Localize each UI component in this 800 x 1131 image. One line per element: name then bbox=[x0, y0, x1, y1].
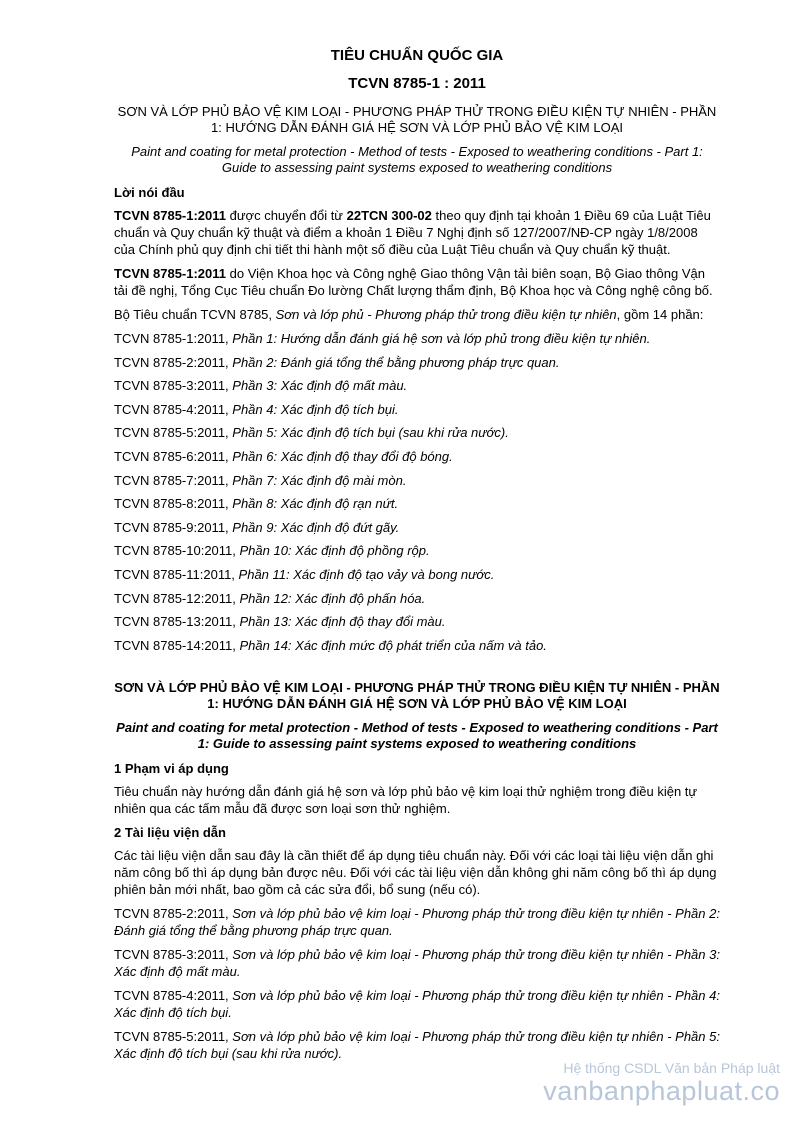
list-item bbox=[114, 354, 720, 371]
series-title: Sơn và lớp phủ - Phương pháp thử trong điều kiện tự nhiên bbox=[275, 307, 617, 322]
ref-code: TCVN 8785-2:2011, bbox=[114, 905, 233, 921]
list-item bbox=[114, 448, 720, 465]
document-page bbox=[114, 46, 720, 1069]
references-heading: 2 Tài liệu viện dẫn bbox=[114, 824, 226, 840]
parts-list bbox=[114, 330, 720, 654]
references-list bbox=[114, 905, 720, 1062]
part-title: Phần 12: Xác định độ phấn hóa. bbox=[239, 590, 426, 606]
part-title: Phần 2: Đánh giá tổng thể bằng phương pháp trực quan. bbox=[232, 354, 560, 370]
part-code: TCVN 8785-10:2011, bbox=[114, 543, 240, 559]
part-title: Phần 6: Xác định độ thay đổi độ bóng. bbox=[232, 448, 453, 464]
part-code: TCVN 8785-13:2011, bbox=[114, 614, 240, 630]
part-code: TCVN 8785-3:2011, bbox=[114, 378, 233, 394]
part-code: TCVN 8785-14:2011, bbox=[114, 637, 240, 653]
foreword-paragraph-2 bbox=[114, 265, 720, 299]
foreword-heading: Lời nói đầu bbox=[114, 185, 185, 200]
list-item bbox=[114, 987, 720, 1021]
list-item bbox=[114, 424, 720, 441]
list-item bbox=[114, 905, 720, 939]
list-item bbox=[114, 590, 720, 607]
doc-code: TCVN 8785-1 : 2011 bbox=[348, 75, 486, 92]
part-title: Phần 13: Xác định độ thay đổi màu. bbox=[239, 614, 446, 630]
doc-title-vi: SƠN VÀ LỚP PHỦ BẢO VỆ KIM LOẠI - PHƯƠNG PHÁP THỬ TRONG ĐIỀU KIỆN TỰ NHIÊN - PHẦN 1: HƯỚNG DẪN ĐÁNH GIÁ HỆ SƠN VÀ LỚP PHỦ BẢO VỆ KIM LOẠI bbox=[117, 104, 717, 135]
ref-title: Sơn và lớp phủ bảo vệ kim loại - Phương pháp thử trong điều kiện tự nhiên - Phần 3: Xác định độ mất màu. bbox=[114, 946, 720, 979]
ref-title: Sơn và lớp phủ bảo vệ kim loại - Phương pháp thử trong điều kiện tự nhiên - Phần 4: Xác định độ tích bụi. bbox=[114, 987, 720, 1020]
part-title: Phần 5: Xác định độ tích bụi (sau khi rửa nước). bbox=[232, 425, 509, 441]
section-title-en: Paint and coating for metal protection - Method of tests - Exposed to weathering conditions - Part 1: Guide to assessing paint systems exposed to weathering conditions bbox=[116, 719, 718, 751]
list-item bbox=[114, 542, 720, 559]
list-item bbox=[114, 401, 720, 418]
scope-heading: 1 Phạm vi áp dụng bbox=[114, 760, 229, 776]
list-item bbox=[114, 1028, 720, 1062]
list-item bbox=[114, 613, 720, 630]
list-item bbox=[114, 519, 720, 536]
standard-code: TCVN 8785-1:2011 bbox=[114, 266, 227, 281]
part-code: TCVN 8785-9:2011, bbox=[114, 519, 233, 535]
ref-title: Sơn và lớp phủ bảo vệ kim loại - Phương pháp thử trong điều kiện tự nhiên - Phần 5: Xác định độ tích bụi (sau khi rửa nước). bbox=[114, 1028, 720, 1061]
foreword-paragraph-1 bbox=[114, 207, 720, 258]
list-item bbox=[114, 566, 720, 583]
text: do Viện Khoa học và Công nghệ Giao thông Vận tải biên soạn, Bộ Giao thông Vận tải đề nghị, Tổng Cục Tiêu chuẩn Đo lường Chất lượng thẩm định, Bộ Khoa học và Công nghệ công bố. bbox=[114, 266, 713, 298]
list-item bbox=[114, 946, 720, 980]
watermark-line-2: vanbanphapluat.co bbox=[543, 1076, 780, 1106]
part-title: Phần 14: Xác định mức độ phát triển của nấm và tảo. bbox=[239, 637, 547, 653]
list-item bbox=[114, 637, 720, 654]
list-item bbox=[114, 330, 720, 347]
watermark-line-1: Hệ thống CSDL Văn bản Pháp luật bbox=[563, 1060, 780, 1076]
doc-title-en: Paint and coating for metal protection - Method of tests - Exposed to weathering conditions - Part 1: Guide to assessing paint systems exposed to weathering conditions bbox=[131, 144, 703, 175]
part-title: Phần 7: Xác định độ mài mòn. bbox=[232, 472, 407, 488]
part-code: TCVN 8785-11:2011, bbox=[114, 566, 239, 582]
references-paragraph: Các tài liệu viện dẫn sau đây là cần thiết để áp dụng tiêu chuẩn này. Đối với các loại tài liệu viện dẫn ghi năm công bố thì áp dụng bản được nêu. Đối với các tài liệu viện dẫn không ghi năm công bố thì áp dụng phiên bản mới nhất, bao gồm cả các sửa đổi, bổ sung (nếu có). bbox=[114, 847, 717, 897]
section-title-vi: SƠN VÀ LỚP PHỦ BẢO VỆ KIM LOẠI - PHƯƠNG PHÁP THỬ TRONG ĐIỀU KIỆN TỰ NHIÊN - PHẦN 1: HƯỚNG DẪN ĐÁNH GIÁ HỆ SƠN VÀ LỚP PHỦ BẢO VỆ KIM LOẠI bbox=[114, 679, 720, 711]
list-item bbox=[114, 495, 720, 512]
part-title: Phần 3: Xác định độ mất màu. bbox=[232, 378, 408, 394]
text: , gồm 14 phần: bbox=[616, 307, 704, 322]
part-title: Phần 9: Xác định độ đứt gãy. bbox=[232, 519, 400, 535]
list-item bbox=[114, 377, 720, 394]
standard-code: TCVN 8785-1:2011 bbox=[114, 208, 227, 223]
scope-paragraph: Tiêu chuẩn này hướng dẫn đánh giá hệ sơn và lớp phủ bảo vệ kim loại thử nghiệm trong điều kiện tự nhiên qua các tấm mẫu đã được sơn loại sơn thử nghiệm. bbox=[114, 783, 698, 816]
part-code: TCVN 8785-6:2011, bbox=[114, 448, 233, 464]
list-item bbox=[114, 472, 720, 489]
part-code: TCVN 8785-12:2011, bbox=[114, 590, 240, 606]
part-code: TCVN 8785-5:2011, bbox=[114, 425, 233, 441]
doc-title: TIÊU CHUẨN QUỐC GIA bbox=[330, 47, 504, 64]
text: theo quy định tại khoản 1 Điều 69 của Luật Tiêu chuẩn và Quy chuẩn kỹ thuật và điểm a khoản 1 Điều 7 Nghị định số 127/2007/NĐ-CP ngày 1/8/2008 của Chính phủ quy định chi tiết thi hành một số điều của Luật Tiêu chuẩn và Quy chuẩn kỹ thuật. bbox=[114, 208, 711, 257]
part-title: Phần 1: Hướng dẫn đánh giá hệ sơn và lớp phủ trong điều kiện tự nhiên. bbox=[232, 331, 651, 346]
text: được chuyển đổi từ bbox=[226, 208, 347, 223]
source-code: 22TCN 300-02 bbox=[346, 208, 432, 223]
part-code: TCVN 8785-7:2011, bbox=[114, 472, 233, 488]
ref-code: TCVN 8785-3:2011, bbox=[114, 946, 233, 962]
part-code: TCVN 8785-4:2011, bbox=[114, 401, 233, 417]
part-title: Phần 11: Xác định độ tạo vảy và bong nước. bbox=[238, 566, 495, 582]
ref-code: TCVN 8785-4:2011, bbox=[114, 987, 233, 1003]
ref-title: Sơn và lớp phủ bảo vệ kim loại - Phương pháp thử trong điều kiện tự nhiên - Phần 2: Đánh giá tổng thể bằng phương pháp trực quan. bbox=[114, 905, 720, 938]
part-code: TCVN 8785-2:2011, bbox=[114, 354, 233, 370]
part-code: TCVN 8785-8:2011, bbox=[114, 496, 233, 512]
foreword-paragraph-3 bbox=[114, 306, 720, 323]
text: Bộ Tiêu chuẩn TCVN 8785, bbox=[114, 307, 276, 322]
ref-code: TCVN 8785-5:2011, bbox=[114, 1028, 233, 1044]
part-title: Phần 8: Xác định độ rạn nứt. bbox=[232, 496, 399, 512]
part-code: TCVN 8785-1:2011, bbox=[114, 331, 233, 346]
watermark bbox=[543, 1060, 780, 1106]
part-title: Phần 10: Xác định độ phồng rộp. bbox=[239, 543, 430, 559]
part-title: Phần 4: Xác định độ tích bụi. bbox=[232, 401, 399, 417]
